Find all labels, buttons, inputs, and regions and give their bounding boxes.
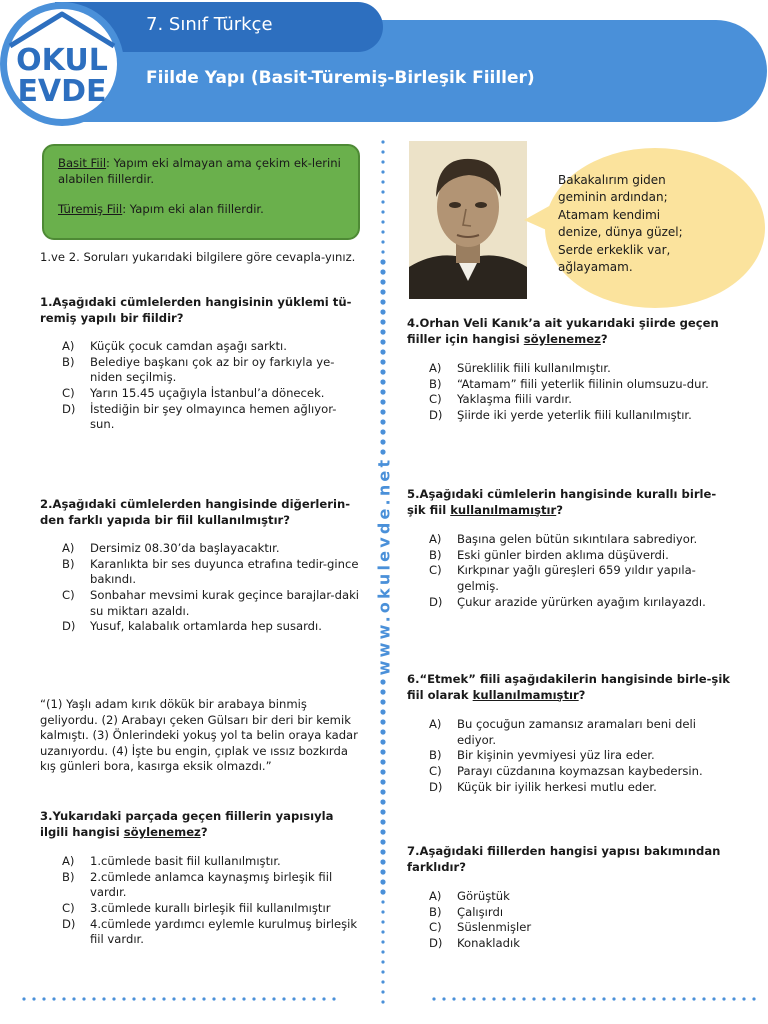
question-5-mark: ? <box>556 502 563 517</box>
option-letter: D) <box>62 619 76 634</box>
divider-dot <box>380 449 385 454</box>
question-2 <box>40 497 360 635</box>
q6-option-d[interactable] <box>429 780 732 796</box>
bottom-dot <box>42 997 45 1000</box>
divider-dot <box>380 829 385 834</box>
divider-dot <box>380 709 385 714</box>
divider-dot <box>380 799 385 804</box>
definition-box <box>42 144 360 240</box>
question-7-stem: 7.Aşağıdaki fiillerden hangisi yapısı bakımından farklıdır? <box>407 844 721 874</box>
option-text: Bu çocuğun zamansız aramaları beni deli ediyor. <box>457 717 696 747</box>
bottom-dot <box>182 997 185 1000</box>
q4-option-b[interactable] <box>429 377 732 393</box>
bottom-dot <box>672 997 675 1000</box>
bottom-dot <box>502 997 505 1000</box>
option-letter: C) <box>62 385 75 400</box>
divider-dot <box>380 339 385 344</box>
bottom-dot <box>312 997 315 1000</box>
divider-dot <box>380 369 385 374</box>
option-text: Eski günler birden aklıma düşüverdi. <box>457 547 669 562</box>
divider-dot <box>381 140 384 143</box>
divider-dot <box>380 269 385 274</box>
option-letter: A) <box>429 532 442 547</box>
question-4-mark: ? <box>600 331 608 346</box>
divider-dot <box>380 839 385 844</box>
bottom-dot <box>282 997 285 1000</box>
divider-dot <box>380 309 385 314</box>
bottom-dot <box>252 997 255 1000</box>
bottom-dot <box>722 997 725 1000</box>
bottom-dot <box>472 997 475 1000</box>
option-text: Şiirde iki yerde yeterlik fiili kullanılmıştır. <box>457 407 692 422</box>
divider-dot <box>381 920 384 923</box>
option-letter: B) <box>429 547 442 562</box>
poem-line: denize, dünya güzel; <box>558 225 683 240</box>
question-2-stem: 2.Aşağıdaki cümlelerden hangisinde diğerlerin-den farklı yapıda bir fiil kullanılmıştır? <box>40 497 351 527</box>
option-letter: D) <box>429 594 443 609</box>
divider-dot <box>380 789 385 794</box>
question-1-stem: 1.Aşağıdaki cümlelerden hangisinin yüklemi tü-remiş yapılı bir fiildir? <box>40 295 352 325</box>
divider-dot <box>380 349 385 354</box>
divider-dot <box>381 950 384 953</box>
option-text: Parayı cüzdanına koymazsan kaybedersin. <box>457 763 703 778</box>
bottom-dotted-line <box>0 992 768 1006</box>
question-7-options <box>429 889 732 951</box>
option-text: Konakladık <box>457 935 520 950</box>
option-letter: B) <box>62 869 75 884</box>
q3-option-d[interactable] <box>62 917 360 948</box>
turemis-fiil-definition <box>58 202 344 218</box>
divider-dot <box>381 190 384 193</box>
q3-option-a[interactable] <box>62 854 360 870</box>
option-text: Süreklilik fiili kullanılmıştır. <box>457 361 611 376</box>
q7-option-b[interactable] <box>429 905 732 921</box>
q3-option-b[interactable] <box>62 870 360 901</box>
option-text: Belediye başkanı çok az bir oy farkıyla ye-niden seçilmiş. <box>90 354 335 385</box>
bottom-dot <box>52 997 55 1000</box>
bottom-dot <box>262 997 265 1000</box>
divider-dot <box>381 910 384 913</box>
divider-dot <box>380 859 385 864</box>
bottom-dot <box>152 997 155 1000</box>
q6-option-b[interactable] <box>429 748 732 764</box>
divider-dot <box>381 150 384 153</box>
divider-dot <box>381 240 384 243</box>
divider-dot <box>380 749 385 754</box>
divider-dot <box>380 259 385 264</box>
bottom-dot <box>222 997 225 1000</box>
bottom-dot <box>662 997 665 1000</box>
divider-dot <box>380 329 385 334</box>
option-letter: A) <box>429 717 442 732</box>
option-text: Başına gelen bütün sıkıntılara sabrediyor. <box>457 532 698 547</box>
divider-dot <box>381 230 384 233</box>
question-6-mark: ? <box>578 687 586 702</box>
bottom-dot <box>752 997 755 1000</box>
bottom-dot <box>272 997 275 1000</box>
poem-line: geminin ardından; <box>558 190 668 205</box>
q7-option-d[interactable] <box>429 936 732 952</box>
question-4-text: 4.Orhan Veli Kanık’a ait yukarıdaki şiirde geçen fiiller için hangisi <box>407 316 719 346</box>
divider-dot <box>381 900 384 903</box>
bottom-dot <box>562 997 565 1000</box>
option-letter: C) <box>62 587 75 602</box>
bottom-dot <box>532 997 535 1000</box>
bottom-dot <box>552 997 555 1000</box>
divider-dot <box>380 679 385 684</box>
bottom-dot <box>702 997 705 1000</box>
bottom-dot <box>452 997 455 1000</box>
question-3-keyword: söylenemez <box>123 824 201 839</box>
bottom-dot <box>102 997 105 1000</box>
question-3-stem <box>40 809 360 840</box>
option-text: Karanlıkta bir ses duyunca etrafına tedir-gince bakındı. <box>90 556 359 587</box>
question-4-stem <box>407 316 732 347</box>
bottom-dot <box>652 997 655 1000</box>
bottom-dot <box>442 997 445 1000</box>
option-letter: B) <box>429 376 442 391</box>
option-text: 1.cümlede basit fiil kullanılmıştır. <box>90 854 281 869</box>
bottom-dot <box>432 997 435 1000</box>
bottom-dot <box>242 997 245 1000</box>
q4-option-d[interactable] <box>429 408 732 424</box>
q7-option-c[interactable] <box>429 920 732 936</box>
question-3-text: 3.Yukarıdaki parçada geçen fiillerin yapısıyla ilgili hangisi <box>40 809 334 839</box>
option-letter: D) <box>429 779 443 794</box>
bottom-dot <box>142 997 145 1000</box>
divider-dot <box>380 299 385 304</box>
logo-word-evde: EVDE <box>17 74 107 109</box>
option-text: 3.cümlede kurallı birleşik fiil kullanılmıştır <box>90 900 331 915</box>
bottom-dot <box>602 997 605 1000</box>
option-letter: A) <box>62 339 75 354</box>
instruction-text: 1.ve 2. Soruları yukarıdaki bilgilere göre cevapla-yınız. <box>40 250 356 264</box>
turemis-fiil-term: Türemiş Fiil <box>58 202 123 217</box>
q2-option-a[interactable] <box>62 541 360 557</box>
bottom-dot <box>742 997 745 1000</box>
divider-dot <box>380 759 385 764</box>
divider-dot <box>381 170 384 173</box>
option-text: Küçük çocuk camdan aşağı sarktı. <box>90 339 287 354</box>
bottom-dot <box>212 997 215 1000</box>
bottom-dot <box>162 997 165 1000</box>
question-5-keyword: kullanılmamıştır <box>450 502 557 517</box>
bottom-dot <box>92 997 95 1000</box>
poem-text <box>558 172 718 276</box>
question-4 <box>407 316 732 424</box>
question-5 <box>407 487 732 610</box>
divider-dot <box>380 869 385 874</box>
divider-dot <box>380 419 385 424</box>
divider-dot <box>381 250 384 253</box>
bottom-dot <box>82 997 85 1000</box>
bottom-dot <box>112 997 115 1000</box>
divider-dot <box>380 819 385 824</box>
divider-dot <box>381 980 384 983</box>
q6-option-c[interactable] <box>429 764 732 780</box>
bottom-dot <box>642 997 645 1000</box>
divider-dot <box>381 970 384 973</box>
q1-option-c[interactable] <box>62 386 360 402</box>
divider-dot <box>380 399 385 404</box>
divider-dot <box>380 379 385 384</box>
option-text: 2.cümlede anlamca kaynaşmış birleşik fiil vardır. <box>90 869 333 900</box>
option-letter: D) <box>62 401 76 416</box>
q5-option-b[interactable] <box>429 548 732 564</box>
option-letter: C) <box>429 563 442 578</box>
q1-option-d[interactable] <box>62 402 360 433</box>
option-letter: B) <box>62 556 75 571</box>
q5-option-d[interactable] <box>429 595 732 611</box>
option-text: Dersimiz 08.30’da başlayacaktır. <box>90 541 280 556</box>
bottom-dot <box>322 997 325 1000</box>
option-letter: C) <box>429 763 442 778</box>
option-text: Yusuf, kalabalık ortamlarda hep susardı. <box>90 619 322 634</box>
bottom-dot <box>632 997 635 1000</box>
q4-option-c[interactable] <box>429 392 732 408</box>
q5-option-a[interactable] <box>429 532 732 548</box>
divider-dot <box>381 160 384 163</box>
option-text: Süslenmişler <box>457 920 532 935</box>
divider-dot <box>380 289 385 294</box>
option-text: Yarın 15.45 uçağıyla İstanbul’a dönecek. <box>90 385 325 400</box>
bottom-dot <box>132 997 135 1000</box>
bottom-dot <box>332 997 335 1000</box>
question-3-mark: ? <box>200 824 208 839</box>
bottom-dot <box>542 997 545 1000</box>
bottom-dot <box>592 997 595 1000</box>
poem-line: ağlayamam. <box>558 260 633 275</box>
bottom-dot <box>612 997 615 1000</box>
bottom-dot <box>172 997 175 1000</box>
bottom-dot <box>462 997 465 1000</box>
q7-option-a[interactable] <box>429 889 732 905</box>
question-4-options <box>429 361 732 423</box>
q2-option-b[interactable] <box>62 557 360 588</box>
divider-dot <box>380 409 385 414</box>
poem-line: Bakakalırım giden <box>558 173 666 187</box>
option-letter: A) <box>429 889 442 904</box>
divider-dot <box>381 930 384 933</box>
basit-fiil-term: Basit Fiil <box>58 156 107 170</box>
option-text: Yaklaşma fiili vardır. <box>457 392 572 407</box>
reading-passage: “(1) Yaşlı adam kırık dökük bir arabaya binmiş geliyordu. (2) Arabayı çeken Gülsarı bir deri bir kemik kalmıştı. (3) Önlerindeki yokuş yol ta belin oraya kadar uzanıyordu. (4) İşte bu engin, çıplak ve ıssız bozkırda kış günleri bora, kasırga eksik olmazdı.” <box>40 697 358 774</box>
bottom-dot <box>62 997 65 1000</box>
divider-dot <box>380 279 385 284</box>
divider-dot <box>380 389 385 394</box>
divider-dot <box>381 180 384 183</box>
question-7 <box>407 844 732 952</box>
bottom-dot <box>122 997 125 1000</box>
option-letter: C) <box>429 920 442 935</box>
bottom-dot <box>732 997 735 1000</box>
divider-dot <box>381 220 384 223</box>
option-letter: A) <box>429 361 442 376</box>
question-5-options <box>429 532 732 610</box>
question-6-text: 6.“Etmek” fiili aşağıdakilerin hangisinde birle-şik fiil olarak <box>407 672 731 702</box>
bottom-dot <box>622 997 625 1000</box>
website-watermark: www.okulevde.net <box>374 456 394 676</box>
divider-dot <box>380 319 385 324</box>
okul-evde-logo <box>0 0 130 130</box>
question-1-options <box>62 339 360 433</box>
divider-dot <box>381 960 384 963</box>
question-6-keyword: kullanılmamıştır <box>472 687 579 702</box>
bottom-dot <box>572 997 575 1000</box>
option-letter: C) <box>429 392 442 407</box>
divider-dot <box>380 719 385 724</box>
q2-option-c[interactable] <box>62 588 360 619</box>
divider-dot <box>380 879 385 884</box>
bottom-dot <box>232 997 235 1000</box>
divider-dot <box>380 439 385 444</box>
divider-dot <box>380 429 385 434</box>
option-letter: D) <box>62 916 76 931</box>
poem-line: Serde erkeklik var, <box>558 242 671 257</box>
divider-dot <box>381 210 384 213</box>
divider-dot <box>380 359 385 364</box>
q5-option-c[interactable] <box>429 563 732 594</box>
divider-dot <box>381 940 384 943</box>
turemis-fiil-text: : Yapım eki alan fiillerdir. <box>122 202 264 217</box>
question-6-stem <box>407 672 732 703</box>
question-2-options <box>62 541 360 635</box>
bottom-dot <box>72 997 75 1000</box>
q1-option-a[interactable] <box>62 339 360 355</box>
bottom-dot <box>522 997 525 1000</box>
option-letter: B) <box>62 354 75 369</box>
poem-line: Atamam kendimi <box>558 207 661 222</box>
divider-dot <box>380 769 385 774</box>
bottom-dot <box>682 997 685 1000</box>
divider-dot <box>380 689 385 694</box>
divider-dot <box>380 889 385 894</box>
option-letter: A) <box>62 854 75 869</box>
option-text: Küçük bir iyilik herkesi mutlu eder. <box>457 779 657 794</box>
option-letter: C) <box>62 900 75 915</box>
q1-option-b[interactable] <box>62 355 360 386</box>
question-4-keyword: söylenemez <box>523 331 601 346</box>
option-text: Bir kişinin yevmiyesi yüz lira eder. <box>457 748 655 763</box>
bottom-dot <box>482 997 485 1000</box>
divider-dot <box>380 849 385 854</box>
question-5-stem <box>407 487 732 518</box>
q6-option-a[interactable] <box>429 717 732 748</box>
option-letter: A) <box>62 541 75 556</box>
bottom-dot <box>302 997 305 1000</box>
question-3-options <box>62 854 360 948</box>
topic-title: Fiilde Yapı (Basit-Türemiş-Birleşik Fiiller) <box>146 68 535 88</box>
bottom-dot <box>692 997 695 1000</box>
divider-dot <box>380 729 385 734</box>
divider-dot <box>381 200 384 203</box>
bottom-dot <box>292 997 295 1000</box>
question-5-text: 5.Aşağıdaki cümlelerin hangisinde kurallı birle-şik fiil <box>407 487 717 517</box>
poet-portrait <box>409 141 527 299</box>
option-text: Kırkpınar yağlı güreşleri 659 yıldır yapıla-gelmiş. <box>457 563 696 593</box>
bottom-dot <box>512 997 515 1000</box>
option-text: Çalışırdı <box>457 904 504 919</box>
bottom-dot <box>582 997 585 1000</box>
q4-option-a[interactable] <box>429 361 732 377</box>
option-letter: D) <box>429 407 443 422</box>
q2-option-d[interactable] <box>62 619 360 635</box>
speech-bubble-tail <box>524 196 560 240</box>
option-letter: B) <box>429 748 442 763</box>
option-letter: D) <box>429 935 443 950</box>
bottom-dot <box>32 997 35 1000</box>
logo-word-okul: OKUL <box>16 43 108 78</box>
option-text: İstediğin bir şey olmayınca hemen ağlıyor-sun. <box>90 401 337 432</box>
divider-dot <box>380 779 385 784</box>
divider-dot <box>380 739 385 744</box>
question-1 <box>40 295 360 433</box>
option-text: 4.cümlede yardımcı eylemle kurulmuş birleşik fiil vardır. <box>90 916 358 947</box>
question-3 <box>40 809 360 948</box>
question-6 <box>407 672 732 795</box>
divider-dot <box>380 809 385 814</box>
basit-fiil-text: : Yapım eki almayan ama çekim ek-lerini alabilen fiillerdir. <box>58 156 341 186</box>
bottom-dot <box>492 997 495 1000</box>
bottom-dot <box>192 997 195 1000</box>
bottom-dot <box>712 997 715 1000</box>
option-text: Görüştük <box>457 889 510 904</box>
bottom-dot <box>202 997 205 1000</box>
divider-dot <box>380 699 385 704</box>
basit-fiil-definition <box>58 156 344 187</box>
option-text: “Atamam” fiili yeterlik fiilinin olumsuzu-dur. <box>457 376 709 391</box>
question-6-options <box>429 717 732 795</box>
option-text: Çukur arazide yürürken ayağım kırılayazdı. <box>457 594 706 609</box>
option-text: Sonbahar mevsimi kurak geçince barajlar-daki su miktarı azaldı. <box>90 587 360 618</box>
grade-title: 7. Sınıf Türkçe <box>146 14 273 35</box>
q3-option-c[interactable] <box>62 901 360 917</box>
bottom-dot <box>22 997 25 1000</box>
option-letter: B) <box>429 904 442 919</box>
